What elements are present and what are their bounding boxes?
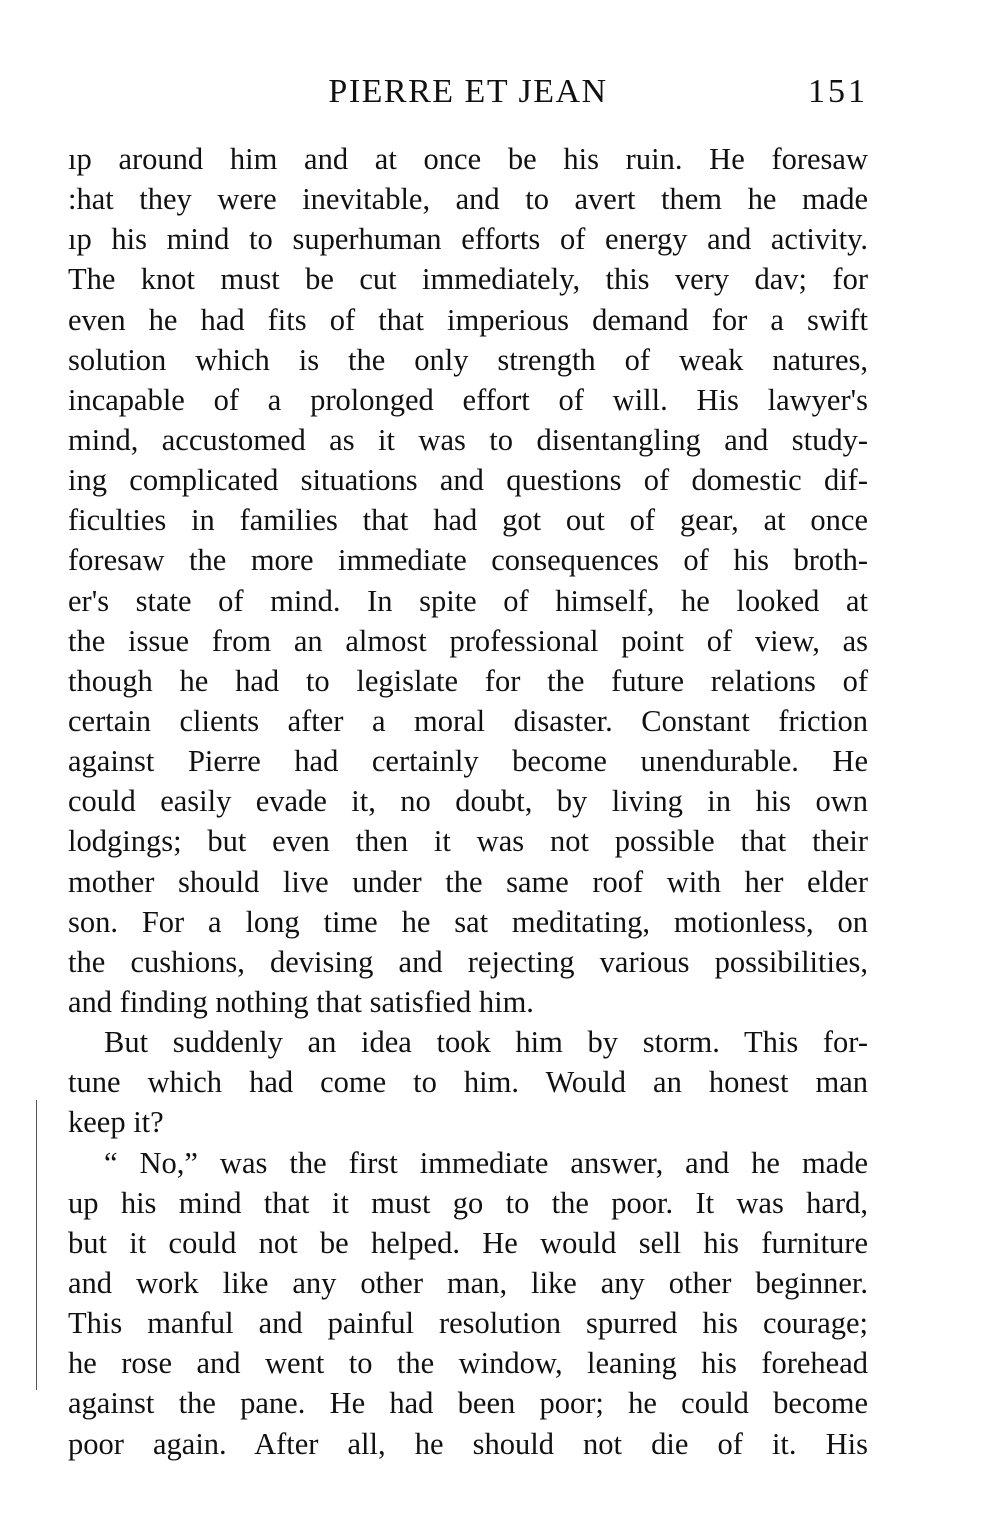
text-line: and finding nothing that satisfied him. — [68, 984, 534, 1019]
text-line: lodgings; but even then it was not possible that their — [68, 824, 868, 859]
text-line: ıp around him and at once be his ruin. He foresaw — [68, 142, 868, 176]
book-title: PIERRE ET JEAN — [328, 73, 608, 110]
text-line: poor again. After all, he should not die of it. His — [68, 1426, 868, 1461]
text-line: against Pierre had certainly become unendurable. He — [68, 744, 868, 779]
text-line: the cushions, devising and rejecting various possibilities, — [68, 944, 868, 979]
text-line: could easily evade it, no doubt, by living in his own — [68, 784, 868, 819]
margin-mark — [36, 1100, 37, 1390]
text-line: keep it? — [68, 1105, 164, 1140]
text-line: he rose and went to the window, leaning his forehead — [68, 1346, 868, 1381]
text-line: but it could not be helped. He would sell his furniture — [68, 1225, 868, 1260]
text-line: against the pane. He had been poor; he could become — [68, 1386, 868, 1421]
text-line: :hat they were inevitable, and to avert them he made — [68, 182, 868, 217]
text-line: son. For a long time he sat meditating, motionless, on — [68, 904, 868, 939]
text-line: er's state of mind. In spite of himself, he looked at — [68, 583, 868, 618]
page-number: 151 — [808, 73, 868, 110]
text-line: ing complicated situations and questions of domestic dif- — [68, 463, 868, 498]
text-line: ıp his mind to superhuman efforts of energy and activity. — [68, 222, 868, 257]
text-line: the issue from an almost professional point of view, as — [68, 623, 868, 658]
text-line: The knot must be cut immediately, this very dav; for — [68, 262, 868, 297]
text-line: up his mind that it must go to the poor. It was hard, — [68, 1185, 868, 1220]
text-line: certain clients after a moral disaster. Constant friction — [68, 703, 868, 738]
running-head — [68, 72, 868, 112]
text-line: mind, accustomed as it was to disentangling and study- — [68, 422, 868, 457]
text-line: though he had to legislate for the future relations of — [68, 663, 868, 698]
text-line: ficulties in families that had got out of gear, at once — [68, 503, 868, 538]
text-line: mother should live under the same roof with her elder — [68, 864, 868, 899]
text-line: This manful and painful resolution spurred his courage; — [68, 1306, 868, 1341]
text-line: tune which had come to him. Would an honest man — [68, 1065, 868, 1100]
text-line: and work like any other man, like any other beginner. — [68, 1265, 868, 1300]
text-line: incapable of a prolonged effort of will. His lawyer's — [68, 382, 868, 417]
text-line: “ No,” was the first immediate answer, and he made — [104, 1145, 868, 1180]
text-line: even he had fits of that imperious demand for a swift — [68, 302, 868, 337]
text-line: But suddenly an idea took him by storm. This for- — [104, 1025, 868, 1060]
text-line: foresaw the more immediate consequences of his broth- — [68, 543, 868, 578]
text-line: solution which is the only strength of weak natures, — [68, 342, 868, 377]
body-text — [68, 139, 868, 1464]
